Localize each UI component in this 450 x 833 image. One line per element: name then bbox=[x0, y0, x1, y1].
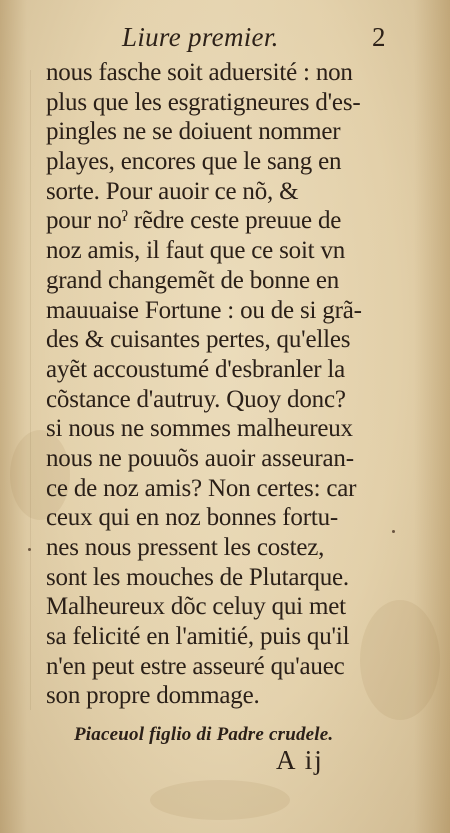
text-line: ce de noz amis? Non certes: car bbox=[46, 474, 357, 502]
text-line: nous fasche soit aduersité : non bbox=[46, 59, 353, 86]
text-line: sorte. Pour auoir ce nõ, & bbox=[46, 177, 299, 205]
text-line: sa felicité en l'amitié, puis qu'il bbox=[46, 623, 350, 651]
text-line: playes, encores que le sang en bbox=[46, 148, 342, 176]
text-line: son propre dommage. bbox=[46, 682, 260, 710]
text-line: cõstance d'autruy. Quoy donc? bbox=[46, 385, 346, 413]
ink-speck bbox=[392, 530, 395, 533]
text-line: n'en peut estre asseuré qu'auec bbox=[46, 652, 345, 680]
motto-line: Piaceuol figlio di Padre crudele. bbox=[74, 724, 334, 745]
text-line: nes nous pressent les costez, bbox=[46, 534, 325, 561]
ink-speck bbox=[28, 548, 31, 551]
body-text bbox=[46, 58, 406, 711]
page-header bbox=[0, 22, 450, 56]
signature-mark: A ij bbox=[276, 745, 324, 775]
text-line: si nous ne sommes malheureux bbox=[46, 415, 353, 443]
text-line: mauuaise Fortune : ou de si grã- bbox=[46, 296, 362, 324]
text-line: ceux qui en noz bonnes fortu- bbox=[46, 504, 339, 532]
text-line: des & cuisantes pertes, qu'elles bbox=[46, 326, 351, 354]
paper-fold-line bbox=[30, 70, 31, 710]
page-number: 2 bbox=[372, 22, 386, 52]
text-line: pingles ne se doiuent nommer bbox=[46, 118, 341, 146]
text-line: ayẽt accoustumé d'esbranler la bbox=[46, 355, 346, 383]
text-line: grand changemẽt de bonne en bbox=[46, 266, 340, 294]
text-line: pour noˀ rẽdre ceste preuue de bbox=[46, 207, 342, 235]
text-line: noz amis, il faut que ce soit vn bbox=[46, 237, 346, 265]
running-head: Liure premier. bbox=[122, 22, 279, 52]
text-line: Malheureux dõc celuy qui met bbox=[46, 593, 346, 621]
paper-stain bbox=[150, 780, 290, 820]
text-line: sont les mouches de Plutarque. bbox=[46, 563, 349, 591]
text-line: nous ne pouuõs auoir asseuran- bbox=[46, 444, 354, 472]
text-line: plus que les esgratigneures d'es- bbox=[46, 88, 361, 116]
